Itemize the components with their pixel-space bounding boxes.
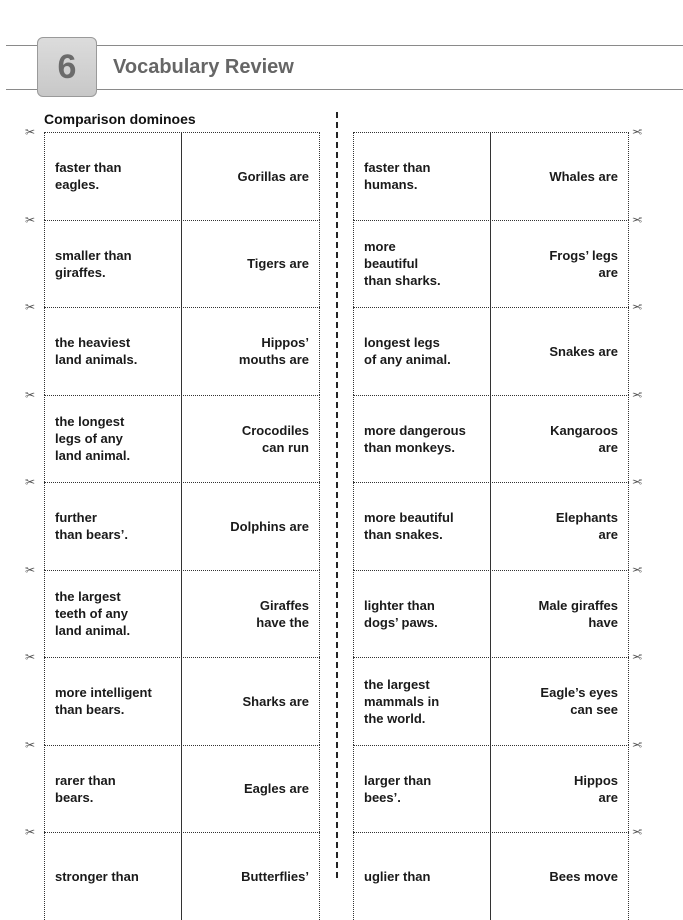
domino-right-half bbox=[491, 483, 628, 570]
right-domino-column bbox=[353, 132, 629, 920]
domino-card bbox=[44, 832, 320, 920]
domino-card bbox=[353, 132, 629, 220]
center-cut-line bbox=[336, 112, 338, 878]
domino-left-half bbox=[354, 308, 491, 395]
domino-card bbox=[353, 570, 629, 658]
domino-phrase-start: Giraffes have the bbox=[256, 597, 309, 630]
domino-card bbox=[353, 220, 629, 308]
scissors-icon: ✂ bbox=[25, 562, 36, 577]
domino-right-half bbox=[491, 746, 628, 833]
domino-left-half bbox=[45, 571, 182, 658]
domino-left-half bbox=[45, 833, 182, 920]
domino-phrase-ending: the largest teeth of any land animal. bbox=[55, 589, 131, 639]
scissors-icon: ✂ bbox=[632, 737, 643, 752]
scissors-icon: ✂ bbox=[25, 300, 36, 314]
domino-right-half bbox=[491, 308, 628, 395]
scissors-icon: ✂ bbox=[25, 737, 36, 752]
domino-left-half bbox=[354, 133, 491, 220]
domino-phrase-start: Bees move bbox=[549, 868, 618, 884]
domino-card bbox=[353, 832, 629, 920]
page-title: Vocabulary Review bbox=[113, 56, 294, 78]
domino-left-half bbox=[354, 746, 491, 833]
domino-phrase-start: Kangaroos are bbox=[550, 422, 618, 455]
domino-phrase-ending: the longest legs of any land animal. bbox=[55, 414, 131, 464]
domino-left-half bbox=[354, 571, 491, 658]
scissors-icon: ✂ bbox=[632, 475, 643, 489]
domino-card bbox=[353, 482, 629, 570]
domino-right-half bbox=[491, 396, 628, 483]
domino-right-half bbox=[491, 133, 628, 220]
domino-right-half bbox=[491, 833, 628, 920]
domino-right-half bbox=[182, 221, 319, 308]
domino-right-half bbox=[491, 571, 628, 658]
domino-card bbox=[44, 132, 320, 220]
domino-right-half bbox=[182, 396, 319, 483]
domino-phrase-ending: longest legs of any animal. bbox=[364, 335, 451, 368]
domino-right-half bbox=[491, 658, 628, 745]
domino-card bbox=[44, 307, 320, 395]
domino-left-half bbox=[45, 483, 182, 570]
domino-card bbox=[44, 657, 320, 745]
domino-left-half bbox=[354, 396, 491, 483]
scissors-icon: ✂ bbox=[25, 212, 36, 227]
domino-phrase-start: Gorillas are bbox=[237, 168, 309, 184]
domino-card bbox=[44, 745, 320, 833]
domino-phrase-start: Sharks are bbox=[242, 693, 309, 709]
scissors-icon: ✂ bbox=[25, 387, 36, 402]
domino-card bbox=[353, 307, 629, 395]
domino-card bbox=[353, 745, 629, 833]
scissors-icon: ✂ bbox=[632, 212, 643, 227]
domino-phrase-start: Tigers are bbox=[247, 256, 309, 272]
domino-phrase-start: Hippos are bbox=[573, 772, 618, 805]
domino-left-half bbox=[45, 396, 182, 483]
scissors-icon: ✂ bbox=[632, 650, 643, 664]
scissors-icon: ✂ bbox=[632, 825, 643, 839]
domino-phrase-ending: further than bears’. bbox=[55, 510, 128, 543]
domino-phrase-start: Elephants are bbox=[555, 510, 618, 543]
domino-card bbox=[353, 395, 629, 483]
domino-phrase-ending: more dangerous than monkeys. bbox=[364, 422, 466, 455]
domino-phrase-ending: faster than eagles. bbox=[55, 160, 122, 193]
domino-phrase-start: Eagles are bbox=[243, 781, 309, 797]
domino-right-half bbox=[182, 133, 319, 220]
left-domino-column bbox=[44, 132, 320, 920]
domino-phrase-start: Crocodiles can run bbox=[241, 422, 309, 455]
domino-card bbox=[44, 482, 320, 570]
domino-left-half bbox=[354, 483, 491, 570]
scissors-icon: ✂ bbox=[25, 475, 36, 489]
domino-phrase-start: Whales are bbox=[549, 168, 618, 184]
domino-right-half bbox=[182, 571, 319, 658]
domino-card bbox=[44, 395, 320, 483]
domino-left-half bbox=[45, 746, 182, 833]
domino-phrase-ending: the largest mammals in the world. bbox=[364, 676, 440, 726]
scissors-icon: ✂ bbox=[25, 125, 36, 139]
scissors-icon: ✂ bbox=[632, 300, 643, 314]
domino-card bbox=[44, 570, 320, 658]
domino-phrase-start: Dolphins are bbox=[230, 518, 309, 534]
scissors-icon: ✂ bbox=[632, 387, 643, 402]
domino-phrase-ending: faster than humans. bbox=[364, 160, 431, 193]
domino-phrase-ending: more intelligent than bears. bbox=[55, 685, 152, 718]
scissors-icon: ✂ bbox=[632, 125, 643, 139]
domino-right-half bbox=[182, 483, 319, 570]
domino-phrase-start: Male giraffes have bbox=[538, 597, 618, 630]
domino-phrase-ending: more beautiful than snakes. bbox=[364, 510, 454, 543]
domino-right-half bbox=[182, 658, 319, 745]
domino-card bbox=[44, 220, 320, 308]
domino-right-half bbox=[182, 833, 319, 920]
domino-left-half bbox=[45, 133, 182, 220]
domino-left-half bbox=[45, 658, 182, 745]
unit-number-badge: 6 bbox=[37, 37, 97, 97]
scissors-icon: ✂ bbox=[25, 825, 36, 839]
domino-left-half bbox=[45, 221, 182, 308]
section-title: Comparison dominoes bbox=[44, 111, 196, 127]
domino-phrase-ending: rarer than bears. bbox=[55, 772, 116, 805]
domino-right-half bbox=[182, 746, 319, 833]
domino-phrase-start: Eagle’s eyes can see bbox=[540, 685, 618, 718]
domino-card bbox=[353, 657, 629, 745]
domino-phrase-start: Butterflies’ bbox=[241, 868, 309, 884]
domino-phrase-start: Frogs’ legs are bbox=[549, 247, 618, 280]
domino-phrase-start: Snakes are bbox=[549, 343, 618, 359]
domino-right-half bbox=[491, 221, 628, 308]
domino-phrase-ending: the heaviest land animals. bbox=[55, 335, 138, 368]
domino-left-half bbox=[354, 221, 491, 308]
header-rule-top bbox=[6, 45, 683, 46]
domino-phrase-ending: stronger than bbox=[55, 868, 139, 884]
domino-left-half bbox=[354, 833, 491, 920]
domino-phrase-ending: more beautiful than sharks. bbox=[364, 239, 441, 289]
scissors-icon: ✂ bbox=[25, 650, 36, 664]
domino-left-half bbox=[354, 658, 491, 745]
domino-phrase-ending: lighter than dogs’ paws. bbox=[364, 597, 438, 630]
domino-phrase-start: Hippos’ mouths are bbox=[238, 335, 309, 368]
domino-phrase-ending: uglier than bbox=[364, 868, 431, 884]
header-rule-bottom bbox=[6, 89, 683, 90]
domino-phrase-ending: larger than bees’. bbox=[364, 772, 432, 805]
domino-phrase-ending: smaller than giraffes. bbox=[55, 247, 132, 280]
scissors-icon: ✂ bbox=[632, 562, 643, 577]
domino-left-half bbox=[45, 308, 182, 395]
domino-right-half bbox=[182, 308, 319, 395]
